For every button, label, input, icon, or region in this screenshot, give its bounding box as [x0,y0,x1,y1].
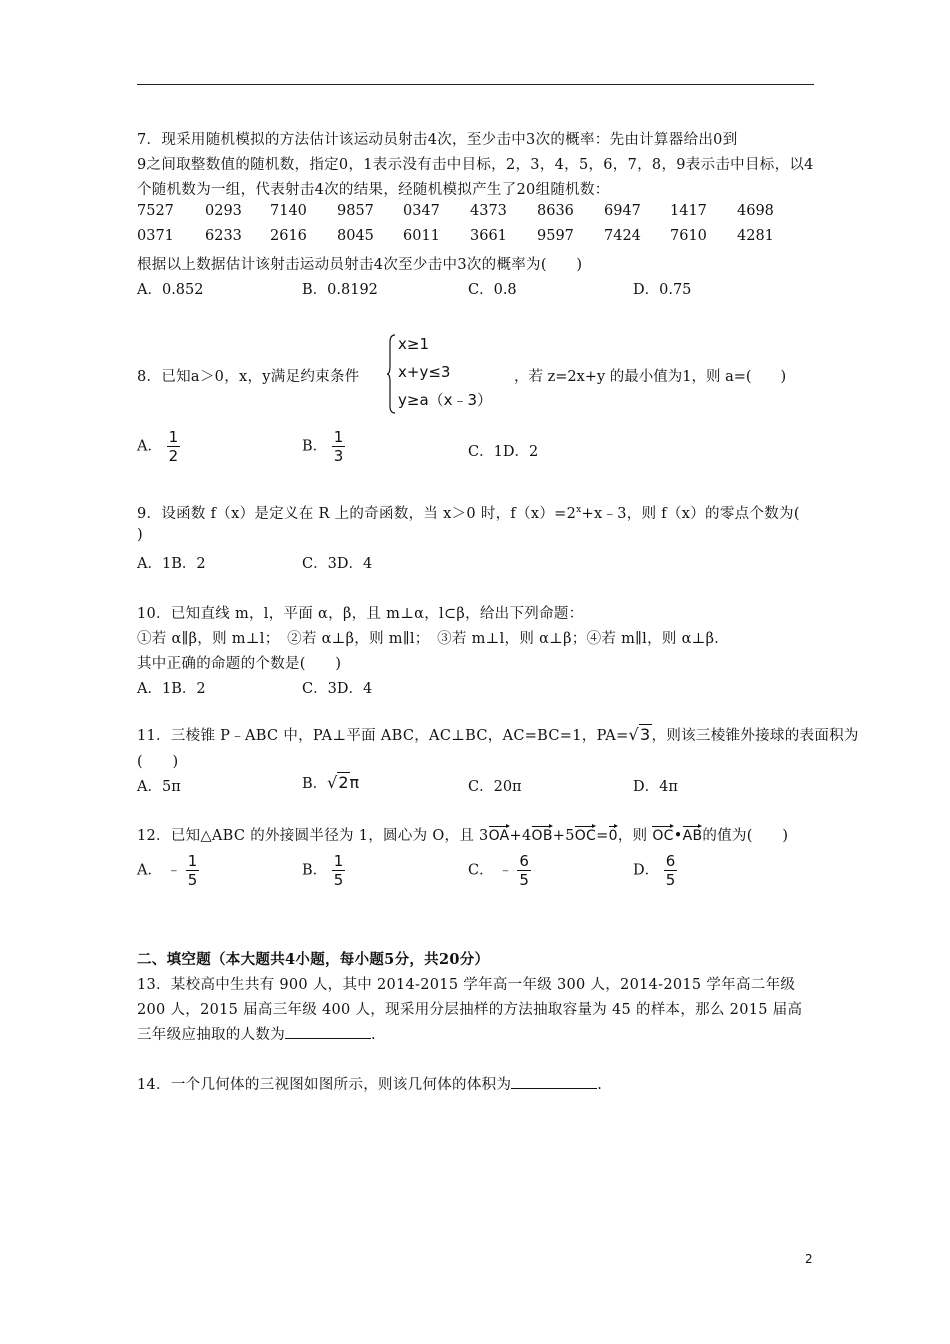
random-number: 4281 [737,228,774,244]
answer-blank [511,1074,597,1089]
q8-constraint-3: y≥a（x﹣3） [398,391,493,409]
numerator: 6 [665,852,676,870]
q7-line-1: 7．现采用随机模拟的方法估计该运动员射击4次，至少击中3次的概率：先由计算器给出0到 [137,132,738,148]
q10-line-3: 其中正确的命题的个数是( ) [137,656,342,672]
q12-coef-5: +5 [552,828,575,844]
q7-line-4: 根据以上数据估计该射击运动员射击4次至少击中3次的概率为( ) [137,257,583,273]
q12-option-b [302,852,345,889]
random-number: 7527 [137,203,174,219]
q11-text-b: ，则该三棱锥外接球的表面积为 [651,728,859,744]
option-label: B． [302,776,328,792]
q9-text-a: 9．设函数 f（x）是定义在 R 上的奇函数，当 x＞0 时，f（x）=2 [137,506,577,522]
q12-text-b: ，则 [617,828,648,844]
q12-equals: = [596,828,609,844]
option-label: D． [633,862,660,879]
q11-text-a: 11．三棱锥 P﹣ABC 中，PA⊥平面 ABC，AC⊥BC，AC=BC=1，PA= [137,728,629,744]
q7-option-d: D．0.75 [633,282,692,298]
fraction [332,428,346,465]
q11-option-d: D．4π [633,779,678,795]
q13-line-3 [137,1023,376,1044]
random-number: 2616 [270,228,307,244]
option-label: A． [137,438,162,455]
minus-sign: ﹣ [166,862,182,879]
q7-option-a: A．0.852 [137,282,204,298]
numerator: 1 [333,852,344,870]
q8-option-b [302,428,345,465]
q9-text-b: +x﹣3，则 f（x）的零点个数为( [581,506,800,522]
brace-icon [386,334,396,414]
q9-option-cd: C．3D．4 [302,556,373,572]
radicand: 2 [338,773,349,792]
random-number: 0347 [403,203,440,219]
random-number: 6947 [604,203,641,219]
q12-line-1 [137,824,788,845]
q9-superscript: x [576,505,582,516]
random-number: 7140 [270,203,307,219]
minus-sign: ﹣ [498,862,513,879]
fraction [664,852,678,889]
fraction [332,852,346,889]
section-heading: 二、填空题（本大题共4小题，每小题5分，共20分） [137,951,490,968]
numerator: 1 [168,428,179,446]
q13-text: 三年级应抽取的人数为 [137,1027,285,1043]
option-label: B． [302,438,328,455]
fraction [167,428,181,465]
q11-option-a: A．5π [137,779,181,795]
random-number: 6233 [205,228,242,244]
q11-option-c: C．20π [468,779,522,795]
vector-zero: 0 [609,824,618,844]
q13-period: . [371,1027,376,1043]
vector-ab: AB [683,824,703,844]
vector-oc-2: OC [652,824,673,844]
q11-line-2: ( ) [137,754,179,770]
q11-option-b [302,772,359,793]
q9-option-ab: A．1B．2 [137,556,206,572]
fraction [186,852,200,889]
q10-line-1: 10．已知直线 m，l，平面 α，β，且 m⊥α，l⊂β，给出下列命题： [137,606,584,622]
q7-line-2: 9之间取整数值的随机数，指定0，1表示没有击中目标，2，3，4，5，6，7，8，9表示击中目标，以4 [137,157,814,173]
answer-blank [285,1024,371,1039]
q7-option-c: C．0.8 [468,282,517,298]
q14-period: . [597,1077,603,1093]
q7-option-b: B．0.8192 [302,282,378,298]
radicand: 3 [640,725,651,744]
q8-option-a [137,428,180,465]
denominator: 5 [665,871,676,889]
random-number: 4373 [470,203,507,219]
random-number: 8045 [337,228,374,244]
denominator: 2 [168,447,179,465]
vector-oc: OC [575,824,596,844]
q13-line-1: 13．某校高中生共有 900 人，其中 2014-2015 学年高一年级 300 人，2014-2015 学年高二年级 [137,977,796,993]
sqrt: √3 [628,725,651,744]
q9-line-2: ) [137,527,143,543]
random-number: 0371 [137,228,174,244]
q12-option-a [137,852,199,889]
fraction [517,852,531,889]
numerator: 1 [333,428,344,446]
option-label: C． [468,862,494,879]
random-number: 8636 [537,203,574,219]
random-number: 3661 [470,228,507,244]
random-number: 7610 [670,228,707,244]
q14-text: 14．一个几何体的三视图如图所示，则该几何体的体积为 [137,1077,512,1093]
q14-line-1 [137,1073,602,1094]
numerator: 1 [187,852,198,870]
vector-oa: OA [489,824,510,844]
q12-option-c [468,852,531,889]
q12-coef-4: +4 [509,828,532,844]
q8-constraint-1: x≥1 [398,335,429,353]
q11-line-1 [137,724,859,745]
vector-ob: OB [532,824,553,844]
q10-option-cd: C．3D．4 [302,681,373,697]
q9-line-1 [137,502,800,523]
q10-option-ab: A．1B．2 [137,681,206,697]
q8-suffix: ，若 z=2x+y 的最小值为1，则 a=( ) [514,369,787,385]
option-label: A． [137,862,162,879]
q8-option-cd: C．1D．2 [468,444,539,460]
q8-prefix: 8．已知a＞0，x，y满足约束条件 [137,369,360,385]
denominator: 5 [187,871,198,889]
header-rule [137,84,814,85]
random-number: 4698 [737,203,774,219]
pi-symbol: π [349,773,360,792]
denominator: 5 [519,871,529,889]
denominator: 5 [333,871,344,889]
random-number: 9857 [337,203,374,219]
q7-line-3: 个随机数为一组，代表射击4次的结果，经随机模拟产生了20组随机数： [137,182,610,198]
denominator: 3 [333,447,344,465]
q8-constraint-2: x+y≤3 [398,363,451,381]
q12-text-c: 的值为( ) [702,828,789,844]
q12-text-a: 12．已知△ABC 的外接圆半径为 1，圆心为 O，且 3 [137,828,489,844]
random-number: 7424 [604,228,641,244]
random-number: 1417 [670,203,707,219]
option-label: B． [302,862,328,879]
random-number: 9597 [537,228,574,244]
q10-line-2: ①若 α∥β，则 m⊥l； ②若 α⊥β，则 m∥l； ③若 m⊥l，则 α⊥β；④若 m∥l，则 α⊥β． [137,631,730,647]
random-number: 0293 [205,203,242,219]
numerator: 6 [519,852,529,870]
random-number: 6011 [403,228,440,244]
sqrt: √2 [327,773,349,792]
dot-operator: • [673,828,683,844]
page-number: 2 [805,1252,813,1266]
q13-line-2: 200 人，2015 届高三年级 400 人，现采用分层抽样的方法抽取容量为 45 的样本，那么 2015 届高 [137,1002,803,1018]
q12-option-d [633,852,677,889]
